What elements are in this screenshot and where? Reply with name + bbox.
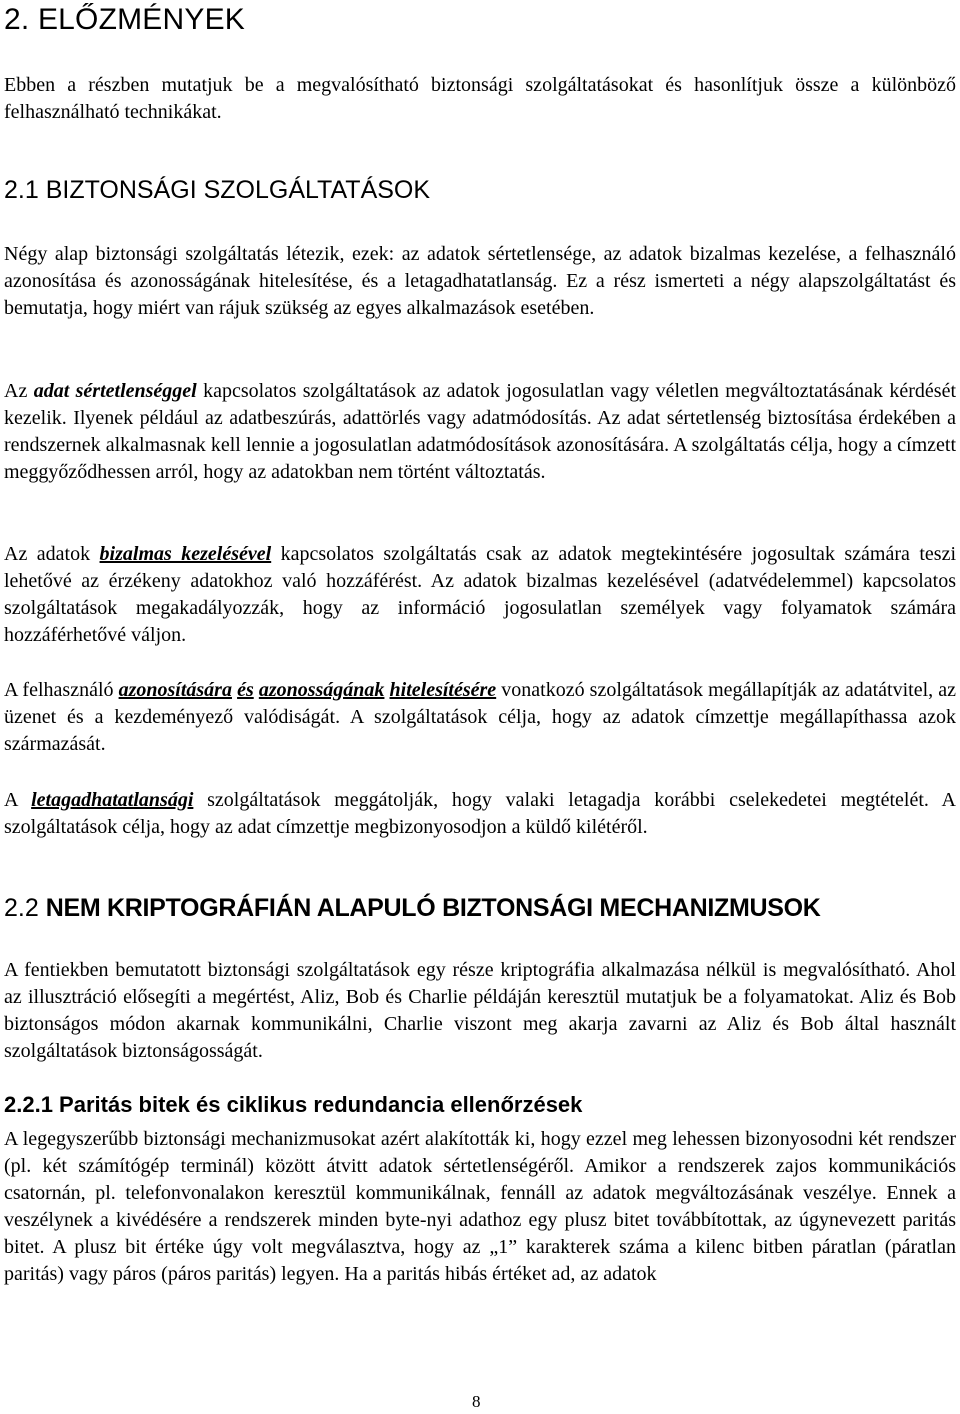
intro-paragraph: Ebben a részben mutatjuk be a megvalósítható biztonsági szolgáltatásokat és hasonlítjuk össze a különböző felhasználható technikákat.	[4, 74, 956, 123]
section-2-2-paragraph: A fentiekben bemutatott biztonsági szolgáltatások egy része kriptográfia alkalmazása nélkül is megvalósítható. Ahol az illusztráció elősegíti a megértést, Aliz, Bob és Charlie példáján keresztül mutatjuk be a folyamatokat. Aliz és Bob biztonságos módon akarnak kommunikálni, Charlie viszont meg akarja zavarni az Aliz és Bob által használt szolgáltatások biztonságosságát.	[4, 959, 956, 1062]
section-2-2-heading	[4, 893, 821, 923]
text-run: Az	[4, 380, 34, 402]
term-and: és	[237, 679, 254, 701]
confidentiality-paragraph	[4, 541, 956, 649]
text-run: vonatkozó szolgáltatások megállapítják az adatátvitel, az üzenet és a kezdeményező valódiságát. A szolgáltatások célja, hogy az adatok címzettje megállapíthassa azok származását.	[4, 679, 956, 755]
section-2-1-heading: 2.1 BIZTONSÁGI SZOLGÁLTATÁSOK	[4, 176, 431, 204]
term-identification: azonosítására	[118, 679, 232, 701]
page-number: 8	[472, 1392, 481, 1411]
text-run: szolgáltatások meggátolják, hogy valaki letagadja korábbi cselekedetei megtételét. A szolgáltatások célja, hogy az adat címzettje megbizonyosodjon a küldő kilétéről.	[4, 789, 956, 838]
non-repudiation-paragraph	[4, 787, 956, 841]
section-2-2-1-heading: 2.2.1 Paritás bitek és ciklikus redundancia ellenőrzések	[4, 1092, 583, 1117]
authentication-paragraph	[4, 677, 956, 758]
term-confidentiality: bizalmas kezelésével	[99, 543, 272, 565]
term-integrity: adat sértetlenséggel	[33, 380, 197, 402]
parity-paragraph: A legegyszerűbb biztonsági mechanizmusokat azért alakították ki, hogy ezzel meg lehessen bizonyosodni két rendszer (pl. két számítógép terminál) között átvitt adatok sértetlenségéről. Amikor a rendszerek zajos kommunikációs csatornán, pl. telefonvonalakon keresztül kommunikálnak, fennáll az adatok megváltozásának veszélye. Ennek a veszélynek a kivédésére a rendszerek minden byte-nyi adathoz egy plusz bitet továbbítottak, az úgynevezett paritás bitet. A plusz bit értéke úgy volt megválasztva, hogy az „1” karakterek száma a kilenc bitben páratlan (páratlan paritás) vagy páros (páros paritás) legyen. Ha a paritás hibás értéket ad, az adatok	[4, 1128, 956, 1285]
text-run: kapcsolatos szolgáltatások az adatok jogosulatlan vagy véletlen megváltoztatásának kérdését kezelik. Ilyenek például az adatbeszúrás, adattörlés vagy adatmódosítás. Az adat sértetlenség biztosítása érdekében a rendszernek alkalmasnak kell lennie a jogosulatlan adatmódosítások azonosítására. A szolgáltatás célja, hogy a címzett meggyőződhessen arról, hogy az adatokban nem történt változtatás.	[4, 380, 957, 483]
text-run: A	[4, 789, 32, 811]
text-run: A felhasználó	[4, 679, 119, 701]
integrity-paragraph	[4, 378, 956, 486]
text-run: kapcsolatos szolgáltatás csak az adatok megtekintésére jogosultak számára teszi lehetővé az érzékeny adatokhoz való hozzáférést. Az adatok bizalmas kezelésével (adatvédelemmel) kapcsolatos szolgáltatások megakadályozzák, hogy az információ jogosulatlan személyek vagy folyamatok számára hozzáférhetővé váljon.	[4, 543, 956, 646]
term-non-repudiation: letagadhatatlansági	[31, 789, 194, 811]
term-identity: azonosságának	[258, 679, 385, 701]
chapter-heading: 2. ELŐZMÉNYEK	[4, 3, 246, 36]
term-authentication: hitelesítésére	[389, 679, 497, 701]
section-2-1-paragraph-1: Négy alap biztonsági szolgáltatás létezik, ezek: az adatok sértetlensége, az adatok bizalmas kezelése, a felhasználó azonosítása és azonosságának hitelesítése, és a letagadhatatlanság. Ez a rész ismerteti a négy alapszolgáltatást és bemutatja, hogy miért van rájuk szükség az egyes alkalmazások esetében.	[4, 243, 956, 319]
section-2-2-number: 2.2	[4, 894, 46, 922]
section-2-2-title: NEM KRIPTOGRÁFIÁN ALAPULÓ BIZTONSÁGI MECHANIZMUSOK	[45, 894, 821, 922]
text-run: Az adatok	[4, 543, 100, 565]
